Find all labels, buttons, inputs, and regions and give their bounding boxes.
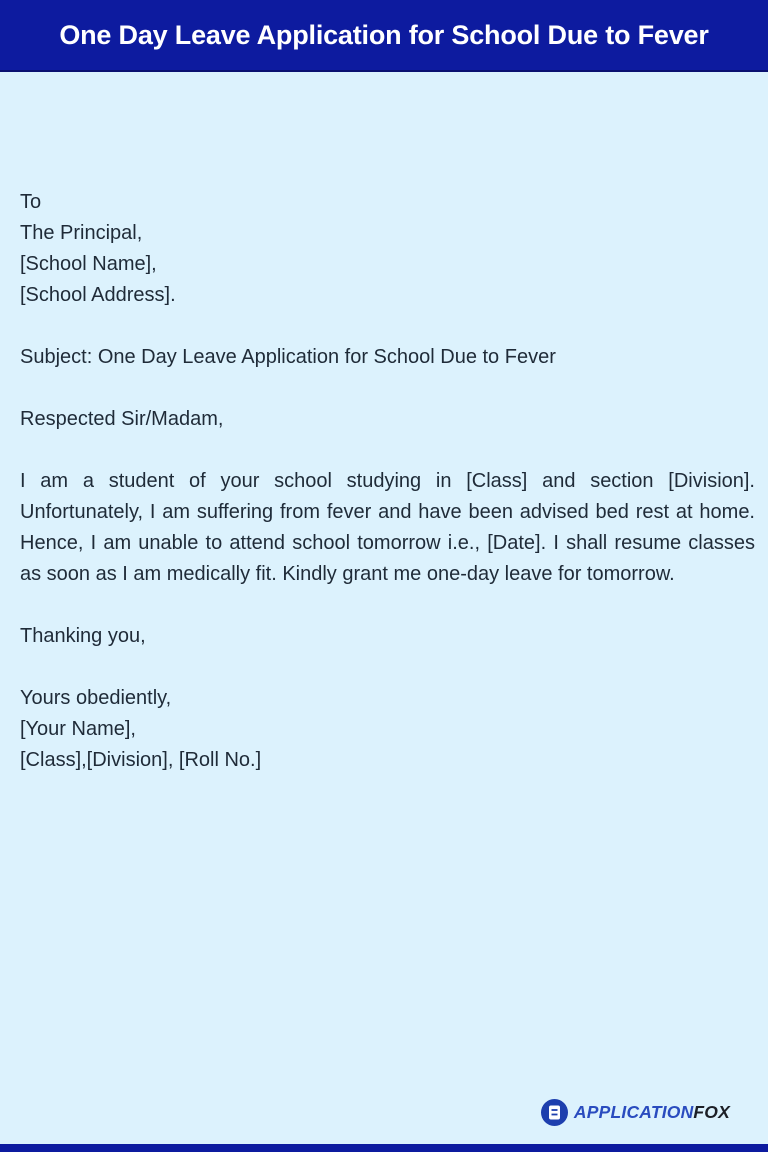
page-title: One Day Leave Application for School Due to Fever	[59, 19, 709, 50]
bottom-accent-bar	[0, 1144, 768, 1152]
closing-block	[20, 683, 755, 776]
recipient-school-name: [School Name],	[20, 253, 157, 275]
closing-yours-obediently: Yours obediently,	[20, 687, 172, 709]
recipient-to: To	[20, 191, 42, 213]
salutation: Respected Sir/Madam,	[20, 408, 224, 430]
thanking-line: Thanking you,	[20, 625, 146, 647]
letter-body	[0, 72, 768, 776]
letter-paragraph: I am a student of your school studying in [Class] and section [Division]. Unfortunately, I am suffering from fever and have been advised bed rest at home. Hence, I am unable to attend school tomorrow i.e., [Date]. I shall resume classes as soon as I am medically fit. Kindly grant me one-day leave for tomorrow.	[20, 470, 755, 585]
closing-your-name: [Your Name],	[20, 718, 136, 740]
recipient-school-address: [School Address].	[20, 284, 176, 306]
applicationfox-logo	[541, 1099, 730, 1126]
logo-wordmark	[574, 1102, 730, 1123]
logo-text-application: APPLICATION	[573, 1102, 694, 1122]
logo-text-fox: FOX	[693, 1102, 730, 1122]
title-bar	[0, 0, 768, 72]
recipient-block	[20, 187, 755, 311]
closing-class-division-roll: [Class],[Division], [Roll No.]	[20, 749, 262, 771]
recipient-principal: The Principal,	[20, 222, 143, 244]
subject-line: Subject: One Day Leave Application for School Due to Fever	[20, 346, 556, 368]
document-icon	[541, 1099, 568, 1126]
